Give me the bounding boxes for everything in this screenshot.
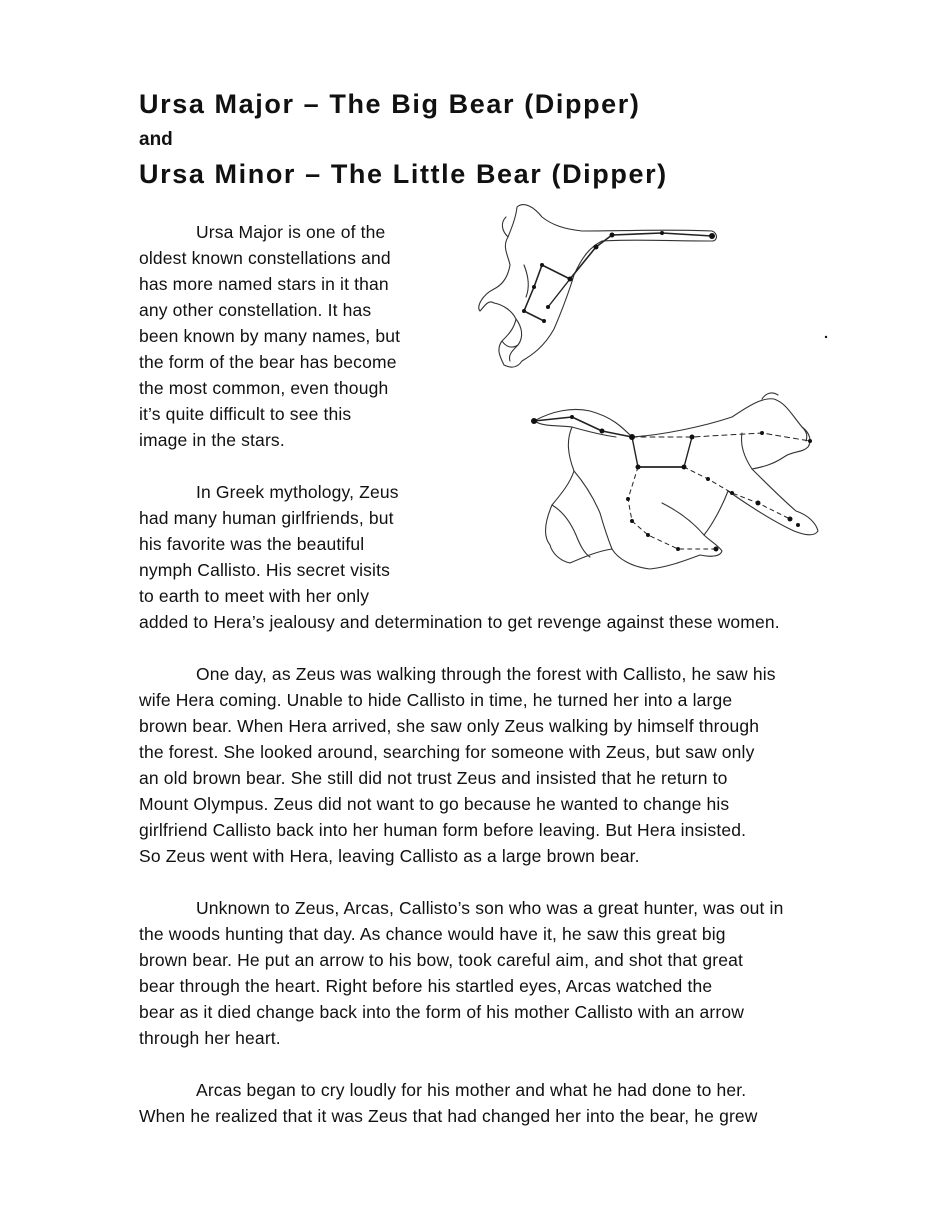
text-line: One day, as Zeus was walking through the forest with Callisto, he saw his xyxy=(196,664,776,684)
text-line: In Greek mythology, Zeus xyxy=(196,482,399,502)
title-ursa-major: Ursa Major – The Big Bear (Dipper) xyxy=(139,89,641,119)
text-line: wife Hera coming. Unable to hide Callisto in time, he turned her into a large xyxy=(139,690,733,710)
text-line: brown bear. He put an arrow to his bow, took careful aim, and shot that great xyxy=(139,950,743,970)
text-line: image in the stars. xyxy=(139,430,285,450)
paragraph-5 xyxy=(139,1077,758,1129)
text-line: So Zeus went with Hera, leaving Callisto as a large brown bear. xyxy=(139,846,640,866)
text-line: his favorite was the beautiful xyxy=(139,534,365,554)
text-line: any other constellation. It has xyxy=(139,300,372,320)
paragraph-1 xyxy=(139,219,400,453)
text-line: Mount Olympus. Zeus did not want to go because he wanted to change his xyxy=(139,794,730,814)
text-line: nymph Callisto. His secret visits xyxy=(139,560,390,580)
bear-constellations-illustration xyxy=(472,195,832,580)
little-bear-drawing xyxy=(479,205,717,367)
text-line: When he realized that it was Zeus that had changed her into the bear, he grew xyxy=(139,1106,758,1126)
title-ursa-minor: Ursa Minor – The Little Bear (Dipper) xyxy=(139,159,668,189)
big-bear-drawing xyxy=(534,393,818,569)
text-line: the woods hunting that day. As chance would have it, he saw this great big xyxy=(139,924,726,944)
text-line: girlfriend Callisto back into her human form before leaving. But Hera insisted. xyxy=(139,820,747,840)
text-line: the form of the bear has become xyxy=(139,352,397,372)
text-line: an old brown bear. She still did not trust Zeus and insisted that he return to xyxy=(139,768,728,788)
big-bear-stars xyxy=(531,415,812,552)
text-line: brown bear. When Hera arrived, she saw only Zeus walking by himself through xyxy=(139,716,760,736)
text-line: oldest known constellations and xyxy=(139,248,391,268)
little-bear-stars xyxy=(522,231,827,338)
text-line: been known by many names, but xyxy=(139,326,401,346)
text-line: to earth to meet with her only xyxy=(139,586,370,606)
text-line: through her heart. xyxy=(139,1028,281,1048)
text-line: Ursa Major is one of the xyxy=(196,222,386,242)
text-line: Arcas began to cry loudly for his mother and what he had done to her. xyxy=(196,1080,747,1100)
text-line: had many human girlfriends, but xyxy=(139,508,394,528)
title-connector: and xyxy=(139,129,173,150)
paragraph-4 xyxy=(139,895,783,1051)
paragraph-3 xyxy=(139,661,776,869)
text-line: added to Hera’s jealousy and determination to get revenge against these women. xyxy=(139,612,780,632)
text-line: the forest. She looked around, searching for someone with Zeus, but saw only xyxy=(139,742,755,762)
text-line: the most common, even though xyxy=(139,378,389,398)
text-line: bear through the heart. Right before his startled eyes, Arcas watched the xyxy=(139,976,713,996)
text-line: bear as it died change back into the form of his mother Callisto with an arrow xyxy=(139,1002,745,1022)
text-line: Unknown to Zeus, Arcas, Callisto’s son who was a great hunter, was out in xyxy=(196,898,784,918)
text-line: it’s quite difficult to see this xyxy=(139,404,352,424)
text-line: has more named stars in it than xyxy=(139,274,389,294)
